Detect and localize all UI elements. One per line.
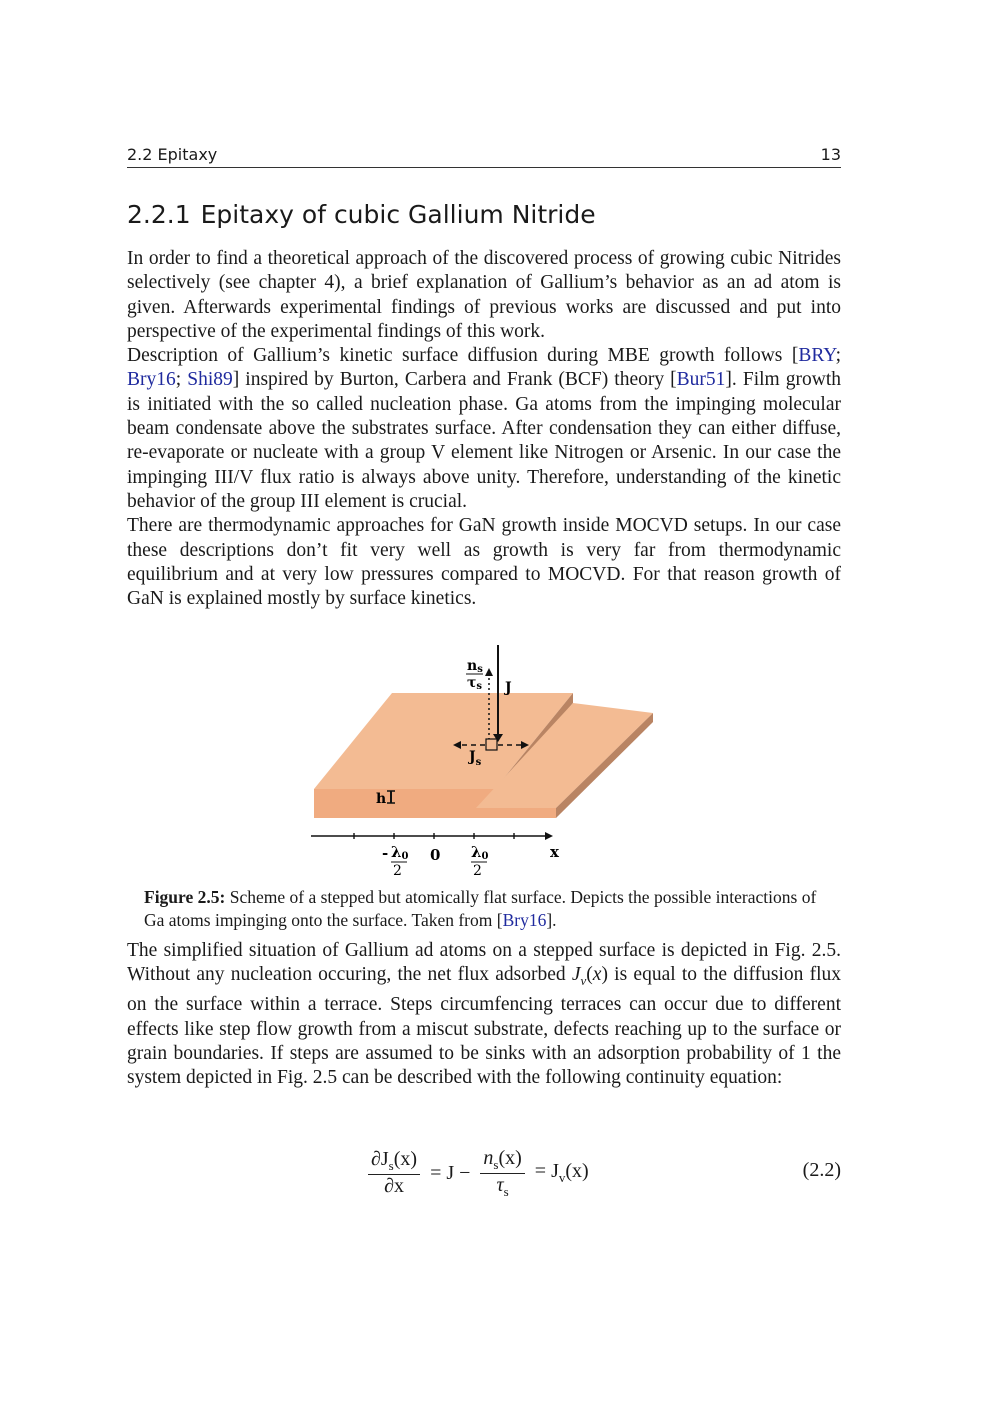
paragraph-4: The simplified situation of Gallium ad atoms on a stepped surface is depicted in Fig. 2.5. Without any nucleation occuring, the net flux adsorbed $J_v(x)$ is equal to the diffusion flux on the surface within a terrace. Steps circumfencing terraces can occur due to different effects like step flow growth from a miscut substrate, defects reaching up to the surface or grain boundaries. If steps are assumed to be sinks with an adsorption probability of 1 the system depicted in Fig. 2.5 can be described with the following continuity equation: (127, 940, 842, 1089)
paragraph-3: There are thermodynamic approaches for GaN growth inside MOCVD setups. In our case these descriptions don’t fit very well as growth is very far from thermodynamic equilibrium and at very low pressures compared to MOCVD. For that reason growth of GaN is explained mostly by surface kinetics. (127, 515, 841, 610)
stepped-surface-diagram (307, 640, 657, 880)
fraction-rhs (480, 1147, 524, 1200)
tick-label-neg-den: 2 (393, 863, 402, 879)
tick-label-pos-lambda: λ0 (471, 843, 489, 862)
equation-number: (2.2) (802, 1159, 841, 1181)
equation-2-2 (127, 1143, 841, 1203)
tick-label-zero: 0 (430, 846, 441, 864)
section-title: Epitaxy of cubic Gallium Nitride (200, 200, 596, 229)
caption-end: ]. (546, 910, 557, 930)
fraction-denominator: ∂x (384, 1175, 404, 1197)
right-terrace-front (476, 808, 556, 818)
diffusion-label: $J_s$ (469, 749, 482, 768)
running-header (127, 145, 841, 168)
tick-label-neg-sign: - (382, 844, 389, 862)
text-run: ]. Film growth is initiated with the so called nucleation phase. Ga atoms from the impinging molecular beam condensate above the substrates surface. After condensation they can either diffuse, re-evaporate or nucleate with a group V element like Nitrogen or Arsenic. In our case the impinging III/V flux ratio is always above unity. Therefore, understanding of the kinetic behavior of the group III element is crucial. (127, 369, 842, 512)
section-heading (127, 200, 596, 229)
tick-label-pos-den: 2 (473, 863, 482, 879)
ad-atom (486, 739, 497, 750)
fraction-lhs (368, 1148, 420, 1198)
section-number: 2.2.1 (127, 200, 191, 229)
inline-math-jv: $J_v(x)$ (571, 964, 608, 989)
intro-text (127, 247, 841, 611)
header-page-number: 13 (820, 145, 841, 164)
figure-caption (144, 886, 834, 932)
left-terrace-front (314, 789, 495, 818)
text-run: Description of Gallium’s kinetic surface diffusion during MBE growth follows [ (127, 345, 799, 367)
text-run: ; (835, 345, 841, 367)
desorption-label-num: ns (467, 658, 483, 675)
tick-label-neg-lambda: λ0 (391, 843, 409, 862)
citation-link[interactable]: Bry16 (502, 910, 547, 930)
x-axis-arrowhead (545, 832, 553, 840)
fraction-numerator: $\partial J_s(x)$ (368, 1148, 420, 1175)
caption-label: Figure 2.5: (144, 887, 226, 907)
paragraph-1: In order to find a theoretical approach of the discovered process of growing cubic Nitrides selectively (see chapter 4), a brief explanation of Gallium’s behavior as an ad atom is given. Afterwards experimental findings of previous works are discussed and put into perspective of the experimental findings of this work. (127, 248, 841, 342)
text-run: ; (175, 369, 188, 391)
fraction-denominator: $\tau_s$ (496, 1173, 509, 1199)
citation-link[interactable]: BRY (798, 345, 836, 367)
equals-j-minus: = J − (430, 1161, 471, 1184)
citation-link[interactable]: Shi89 (187, 369, 233, 391)
continuation-text (127, 939, 841, 1091)
caption-text: Scheme of a stepped but atomically flat surface. Depicts the possible interactions of Ga atoms impinging onto the surface. Taken from [ (144, 887, 817, 930)
figure-stepped-surface (307, 640, 657, 880)
desorption-arrowhead (485, 668, 493, 676)
paragraph-2 (127, 344, 841, 514)
equation-body (362, 1143, 589, 1203)
x-axis-label: x (550, 843, 559, 861)
equals-jv: = $J_v(x)$ (534, 1160, 589, 1185)
citation-link[interactable]: Bur51 (676, 369, 726, 391)
desorption-label-den: τs (467, 675, 483, 692)
header-section: 2.2 Epitaxy (127, 145, 218, 164)
citation-link[interactable]: Bry16 (127, 369, 176, 391)
fraction-numerator: $n_s(x)$ (480, 1147, 524, 1174)
step-height-label: h (376, 791, 387, 807)
text-run: ] inspired by Burton, Carbera and Frank (BCF) theory [ (232, 369, 677, 391)
flux-label: J (505, 680, 512, 696)
